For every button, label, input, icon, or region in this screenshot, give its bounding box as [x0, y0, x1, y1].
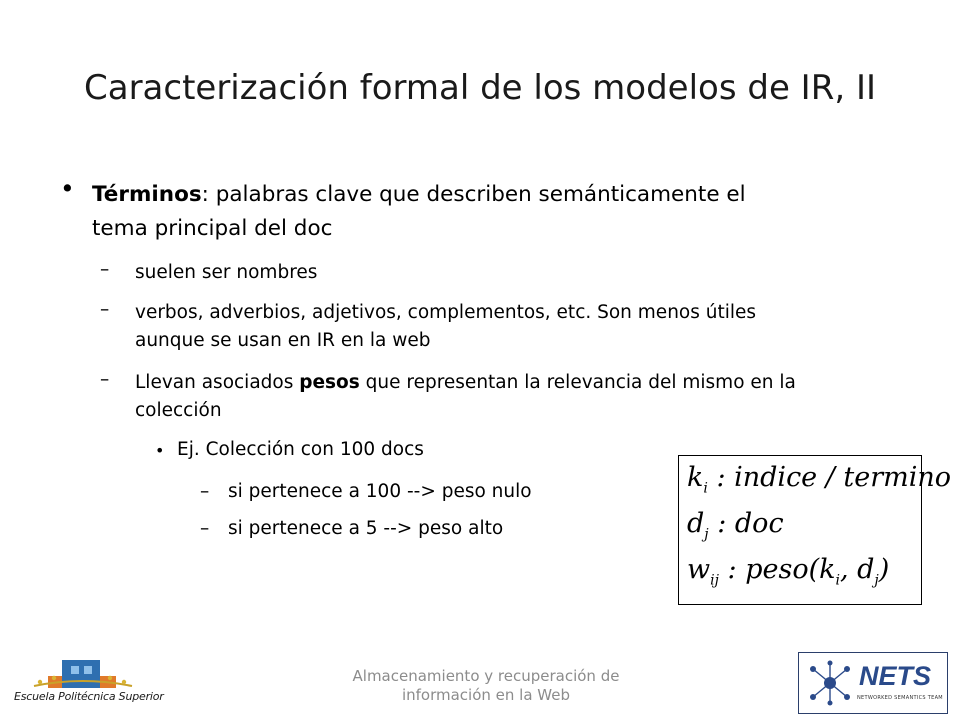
- footer-text: [336, 667, 636, 705]
- eps-logo-text: Escuela Politécnica Superior: [14, 690, 164, 703]
- formula-1: $k_i$ : indice / termino: [687, 462, 952, 497]
- sub-item-2-line-2: aunque se usan en IR en la web: [135, 330, 431, 351]
- example-label: Ej. Colección con 100 docs: [177, 439, 424, 460]
- dash-marker: –: [100, 259, 110, 280]
- nets-logo-subtext: NETWORKED SEMANTICS TEAM: [857, 695, 943, 701]
- sub-item-3: [135, 369, 900, 425]
- formula-3: $w_{ij}$ : $peso(k_i$, $d_j$): [687, 554, 890, 589]
- formula-2: $d_j$ : doc: [687, 508, 784, 543]
- main-bullet-rest-2: tema principal del doc: [92, 216, 333, 241]
- dash-marker: –: [200, 518, 210, 539]
- sub-item-1: suelen ser nombres: [135, 262, 318, 283]
- sub-item-3-line-2: colección: [135, 400, 222, 421]
- dash-marker: –: [200, 481, 210, 502]
- term-bold: Términos: [92, 182, 202, 207]
- example-item-2: si pertenece a 5 --> peso alto: [228, 518, 504, 539]
- bullet-marker-small: •: [155, 441, 165, 460]
- bullet-marker: •: [60, 174, 75, 203]
- network-icon: [805, 659, 855, 707]
- footer-line-1: Almacenamiento y recuperación de: [352, 667, 620, 685]
- footer-line-2: información en la Web: [401, 686, 571, 704]
- dash-marker: –: [100, 299, 110, 320]
- sub-item-2: [135, 299, 900, 355]
- nets-logo-text: NETS: [859, 661, 932, 691]
- main-bullet-rest-1: : palabras clave que describen semánticamente el: [201, 182, 746, 207]
- sub-item-2-line-1: verbos, adverbios, adjetivos, complementos, etc. Son menos útiles: [135, 302, 757, 323]
- dash-marker: –: [100, 369, 110, 390]
- main-bullet-text: [92, 178, 872, 246]
- sub-item-3-pre: Llevan asociados: [135, 372, 300, 393]
- slide-title: Caracterización formal de los modelos de IR, II: [84, 68, 876, 108]
- formula-box: [678, 455, 952, 605]
- nets-logo: [798, 652, 948, 714]
- example-item-1: si pertenece a 100 --> peso nulo: [228, 481, 532, 502]
- sub-item-3-post: que representan la relevancia del mismo en la: [359, 372, 796, 393]
- pesos-bold: pesos: [299, 372, 360, 393]
